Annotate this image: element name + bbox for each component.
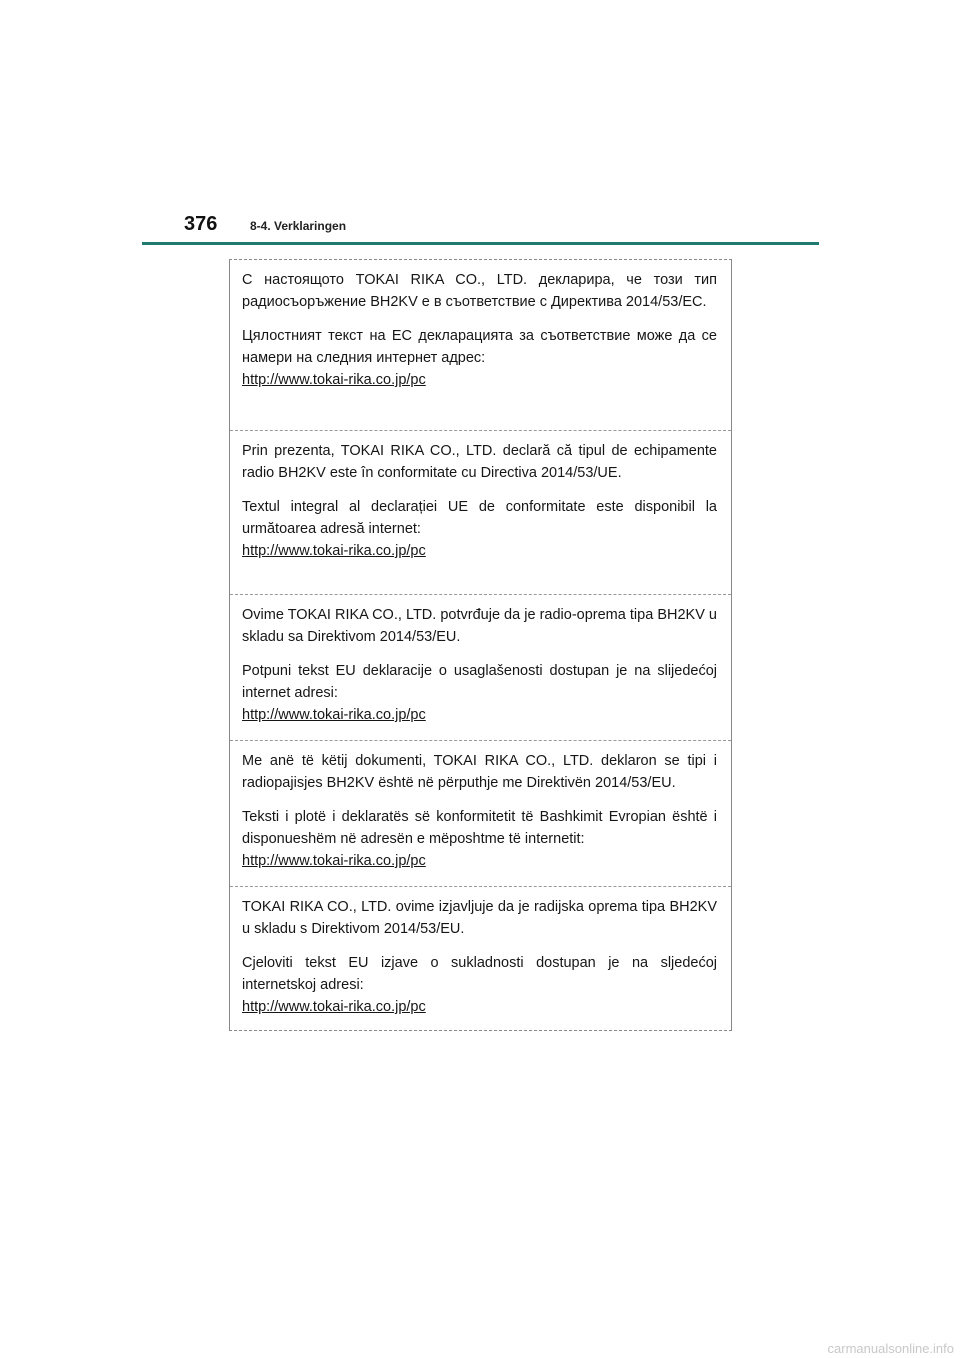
declaration-block-albanian <box>230 740 731 886</box>
fulltext-note: Teksti i plotë i deklaratës së konformitetit të Bashkimit Evropian është i disponueshëm në adresën e mëposhtme të internetit: <box>242 809 717 847</box>
declaration-block-romanian <box>230 430 731 594</box>
declaration-text: Me anë të këtij dokumenti, TOKAI RIKA CO., LTD. deklaron se tipi i radiopajisjes BH2KV është në përputhje me Direktivën 2014/53/EU. <box>242 753 717 791</box>
declaration-block-croatian <box>230 886 731 1030</box>
declaration-text: С настоящото TOKAI RIKA CO., LTD. декларира, че този тип радиосъоръжение BH2KV е в съответствие с Директива 2014/53/ЕС. <box>242 272 717 310</box>
declaration-link[interactable]: http://www.tokai-rika.co.jp/pc <box>242 853 426 869</box>
declaration-box <box>229 259 732 1031</box>
declaration-link[interactable]: http://www.tokai-rika.co.jp/pc <box>242 707 426 723</box>
site-watermark: carmanualsonline.info <box>827 1341 954 1356</box>
declaration-block-serbian <box>230 594 731 740</box>
declaration-text: TOKAI RIKA CO., LTD. ovime izjavljuje da je radijska oprema tipa BH2KV u skladu s Direktivom 2014/53/EU. <box>242 899 717 937</box>
declaration-link[interactable]: http://www.tokai-rika.co.jp/pc <box>242 543 426 559</box>
page-number: 376 <box>184 213 218 235</box>
declaration-block-bulgarian <box>230 260 731 430</box>
header-rule <box>142 242 819 245</box>
fulltext-note: Textul integral al declarației UE de conformitate este disponibil la următoarea adresă internet: <box>242 499 717 537</box>
declaration-link[interactable]: http://www.tokai-rika.co.jp/pc <box>242 372 426 388</box>
fulltext-note: Potpuni tekst EU deklaracije o usaglašenosti dostupan je na slijedećoj internet adresi: <box>242 663 717 701</box>
section-title: 8-4. Verklaringen <box>250 219 347 233</box>
declaration-link[interactable]: http://www.tokai-rika.co.jp/pc <box>242 999 426 1015</box>
fulltext-note: Цялостният текст на ЕС декларацията за съответствие може да се намери на следния интернет адрес: <box>242 328 717 366</box>
declaration-text: Ovime TOKAI RIKA CO., LTD. potvrđuje da je radio-oprema tipa BH2KV u skladu sa Direktivom 2014/53/EU. <box>242 607 717 645</box>
fulltext-note: Cjeloviti tekst EU izjave o sukladnosti dostupan je na sljedećoj internetskoj adresi: <box>242 955 717 993</box>
declaration-text: Prin prezenta, TOKAI RIKA CO., LTD. declară că tipul de echipamente radio BH2KV este în conformitate cu Directiva 2014/53/UE. <box>242 443 717 481</box>
